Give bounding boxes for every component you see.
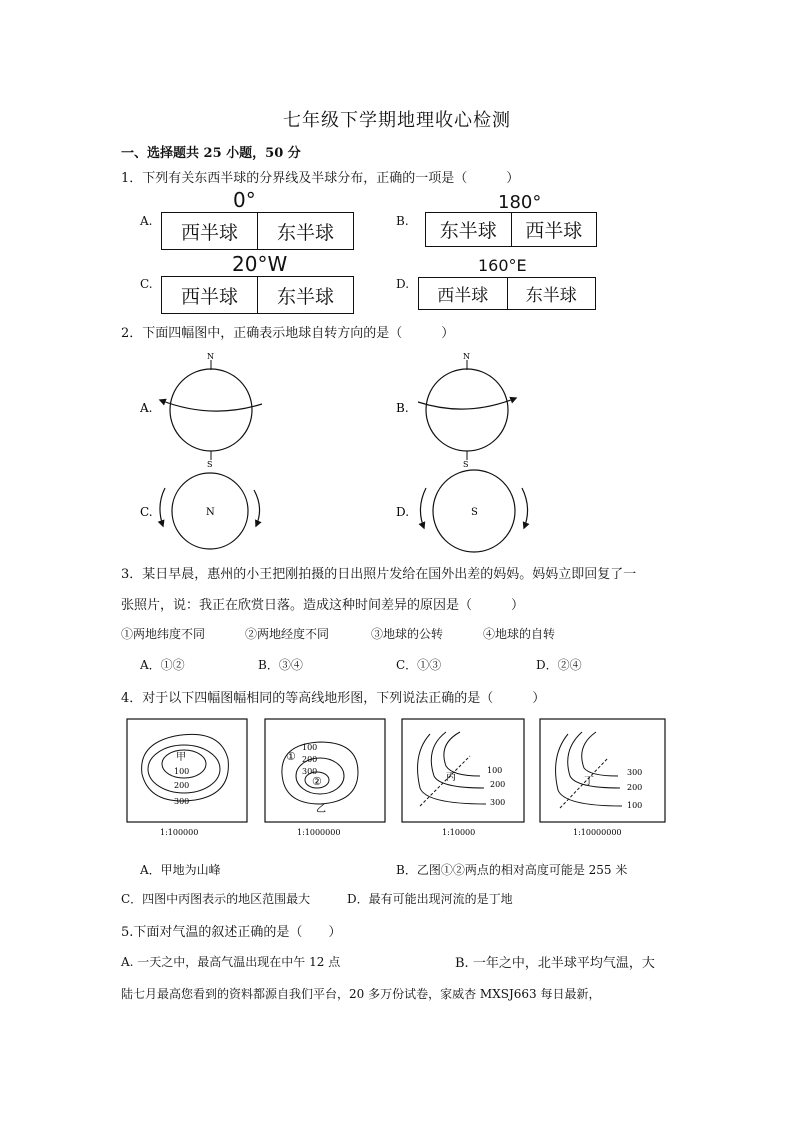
q1-option-c-box <box>161 276 354 314</box>
q4-map2-point2: ② <box>312 775 322 788</box>
q4-map4-c1: 300 <box>627 768 643 777</box>
q3-item-3: ③地球的公转 <box>371 627 444 641</box>
q1-option-d-box <box>418 277 596 310</box>
q4-map3-c3: 300 <box>490 798 506 807</box>
q4-map2-c2: 200 <box>302 755 318 764</box>
q1-option-c-right: 东半球 <box>257 277 353 313</box>
q1-option-b-box <box>425 212 597 247</box>
q2-d-right-arrow <box>522 488 528 528</box>
q1-option-b-right: 西半球 <box>511 213 597 246</box>
q2-c-right-arrow <box>254 490 260 526</box>
q4-option-d: D．最有可能出现河流的是丁地 <box>347 892 513 906</box>
q4-map1-c1: 100 <box>174 767 190 776</box>
q1-option-a-right: 东半球 <box>257 213 353 249</box>
q3-option-d: D．②④ <box>536 658 582 672</box>
q5-stem: 5.下面对气温的叙述正确的是（ ） <box>121 925 342 940</box>
q4-map2-scale: 1:1000000 <box>297 828 341 837</box>
q1-option-c-label: C. <box>140 277 153 291</box>
q3-item-4: ④地球的自转 <box>483 627 556 641</box>
q4-map4-c2: 200 <box>627 783 643 792</box>
q4-stem: 4．对于以下四幅图幅相同的等高线地形图，下列说法正确的是（ ） <box>121 691 546 706</box>
q2-a-rotation-arrow <box>160 400 262 411</box>
q2-option-d-label: D. <box>396 505 410 519</box>
q2-globe-b <box>426 369 508 451</box>
q5-option-a: A. 一天之中，最高气温出现在中午 12 点 <box>121 955 341 969</box>
page-title: 七年级下学期地理收心检测 <box>283 110 511 131</box>
q2-d-left-arrow <box>420 488 426 528</box>
q3-stem-line1: 3．某日早晨，惠州的小王把刚拍摄的日出照片发给在国外出差的妈妈。妈妈立即回复了一 <box>121 567 637 582</box>
q4-option-c: C．四图中丙图表示的地区范围最大 <box>121 892 311 906</box>
q2-a-north: N <box>207 352 214 361</box>
q2-stem: 2．下面四幅图中，正确表示地球自转方向的是（ ） <box>121 326 455 341</box>
q1-stem: 1．下列有关东西半球的分界线及半球分布，正确的一项是（ ） <box>121 171 520 186</box>
q4-map2-point1: ① <box>286 750 296 763</box>
q4-map2-c3: 300 <box>302 767 318 776</box>
q4-map3-c1: 100 <box>487 766 503 775</box>
q4-map1-c3: 300 <box>174 797 190 806</box>
q2-b-north: N <box>463 352 470 361</box>
q3-option-c: C．①③ <box>396 658 442 672</box>
q5-option-b: B. 一年之中，北半球平均气温，大 <box>455 956 655 971</box>
q2-d-south: S <box>471 507 478 518</box>
q5-option-b-continued: 陆七月最高您看到的资料都源自我们平台，20 多万份试卷，家威杏 MXSJ663 每日最新， <box>121 987 601 1001</box>
q4-map3-frame <box>402 719 524 822</box>
q2-option-a-label: A. <box>140 401 153 415</box>
q2-a-south: S <box>207 460 213 469</box>
q1-option-c-meridian: 20°W <box>232 252 288 276</box>
q4-map4-scale: 1:10000000 <box>573 828 622 837</box>
q4-map2-place: 乙 <box>316 804 326 815</box>
q1-option-a-meridian: 0° <box>233 188 256 212</box>
q4-map2-c1: 100 <box>302 743 318 752</box>
q2-b-south: S <box>463 460 469 469</box>
q3-item-2: ②两地经度不同 <box>245 627 330 641</box>
q2-option-b-label: B. <box>396 401 409 415</box>
q1-option-b-left: 东半球 <box>439 220 497 242</box>
q2-globe-a <box>170 369 252 451</box>
q1-option-b-label: B. <box>396 214 409 228</box>
q3-option-a: A．①② <box>140 658 185 672</box>
q4-contour-maps <box>120 714 680 844</box>
q1-option-a-left: 西半球 <box>180 221 238 244</box>
q4-map3-c2: 200 <box>490 780 506 789</box>
q4-map1-c2: 200 <box>174 781 190 790</box>
q4-map3-place: 丙 <box>446 772 456 783</box>
q1-option-d-meridian: 160°E <box>478 256 527 275</box>
q2-globe-diagrams <box>120 348 680 568</box>
q4-map3-scale: 1:10000 <box>442 828 476 837</box>
q4-map4-frame <box>540 719 665 822</box>
q1-option-d-label: D. <box>396 277 410 291</box>
q4-option-a: A．甲地为山峰 <box>140 863 221 877</box>
section-heading: 一、选择题共 25 小题，50 分 <box>121 146 301 161</box>
q4-map4-place: 丁 <box>584 776 594 787</box>
q4-option-b: B．乙图①②两点的相对高度可能是 255 米 <box>396 863 628 877</box>
q1-option-a-box <box>161 212 354 250</box>
q4-map1-place: 甲 <box>176 752 186 763</box>
q1-option-b-meridian: 180° <box>498 192 542 213</box>
q1-option-d-right: 东半球 <box>507 278 596 309</box>
q1-option-d-left: 西半球 <box>437 286 489 306</box>
q4-map4-c3: 100 <box>627 801 643 810</box>
q3-stem-line2: 张照片，说：我正在欣赏日落。造成这种时间差异的原因是（ ） <box>121 598 525 613</box>
q2-c-north: N <box>206 507 215 518</box>
q3-item-1: ①两地纬度不同 <box>121 627 206 641</box>
q2-option-c-label: C. <box>140 505 153 519</box>
q1-option-c-left: 西半球 <box>180 285 238 308</box>
q3-option-b: B．③④ <box>258 658 303 672</box>
q2-b-rotation-arrow <box>418 398 516 409</box>
q2-c-left-arrow <box>160 488 165 526</box>
q1-option-a-label: A. <box>140 214 153 228</box>
q4-map1-scale: 1:100000 <box>160 828 199 837</box>
